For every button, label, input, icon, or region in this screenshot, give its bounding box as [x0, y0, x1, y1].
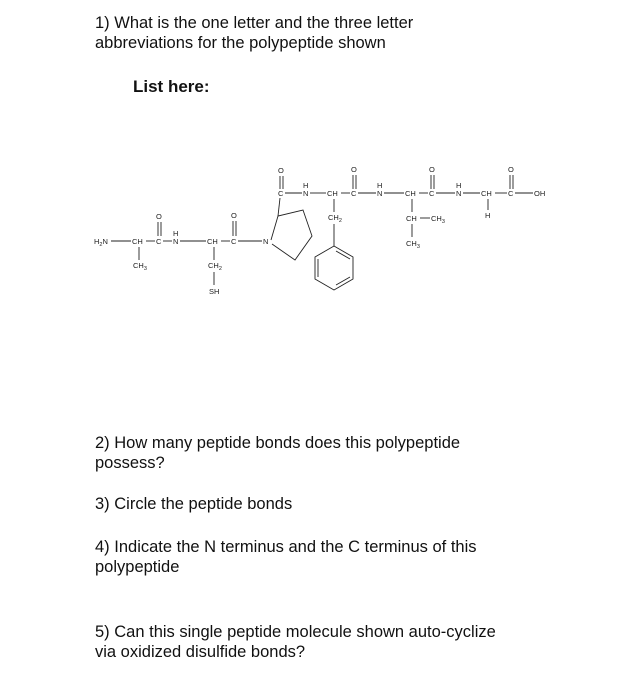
- lower-backbone: [94, 211, 268, 296]
- phe-amide-n: N: [303, 189, 309, 198]
- gly-alpha-ch: CH: [481, 189, 492, 198]
- pro-carbonyl-o: O: [278, 166, 284, 175]
- valine-side-chain: [406, 199, 445, 250]
- phe-alpha-ch: CH: [327, 189, 338, 198]
- glycine-side-chain: [485, 199, 490, 220]
- val-alpha-ch: CH: [405, 189, 416, 198]
- ala-alpha-ch: CH: [132, 237, 143, 246]
- val-carbonyl-c: C: [429, 189, 435, 198]
- gly-amide-h: H: [456, 181, 462, 190]
- phe-carbonyl-c: C: [351, 189, 357, 198]
- ala-ch3: $CH_3$: [133, 261, 147, 272]
- cys-thiol-sh: SH: [209, 287, 220, 296]
- cys-ch2: $CH_2$: [208, 261, 222, 272]
- val-carbonyl-o: O: [429, 165, 435, 174]
- phe-carbonyl-o: O: [351, 165, 357, 174]
- pro-ring-n: N: [263, 237, 269, 246]
- gly-alpha-h: H: [485, 211, 491, 220]
- question-2: 2) How many peptide bonds does this polypeptide possess?: [95, 434, 461, 472]
- val-gamma2-ch3: $CH_3$: [406, 239, 420, 250]
- ala-carbonyl-c: C: [156, 237, 162, 246]
- h2n-n-terminus: $H_2N$: [94, 237, 108, 248]
- question-5: 5) Can this single peptide molecule shown auto-cyclize via oxidized disulfide bonds?: [95, 623, 496, 661]
- gly-carbonyl-o: O: [508, 165, 514, 174]
- gly-amide-n: N: [456, 189, 462, 198]
- cys-carbonyl-o: O: [231, 211, 237, 220]
- question-4: 4) Indicate the N terminus and the C terminus of this polypeptide: [95, 538, 477, 576]
- benzene-ring: [315, 246, 353, 290]
- cys-alpha-ch: CH: [207, 237, 218, 246]
- list-here-label: List here:: [133, 77, 210, 96]
- val-beta-ch: CH: [406, 214, 417, 223]
- question-1: 1) What is the one letter and the three letter abbreviations for the polypeptide shown: [95, 14, 414, 52]
- upper-backbone: [278, 165, 545, 198]
- proline-ring: [271, 198, 312, 260]
- val-amide-n: N: [377, 189, 383, 198]
- polypeptide-structure: [0, 150, 636, 310]
- val-gamma-ch3: $CH_3$: [431, 214, 445, 225]
- val-amide-h: H: [377, 181, 383, 190]
- gly-carbonyl-c: C: [508, 189, 514, 198]
- cys-amide-n: N: [173, 237, 179, 246]
- ala-carbonyl-o: O: [156, 212, 162, 221]
- c-terminus-oh: OH: [534, 189, 546, 198]
- cys-carbonyl-c: C: [231, 237, 237, 246]
- pro-carbonyl-c: C: [278, 189, 284, 198]
- cys-amide-h: H: [173, 229, 179, 238]
- phenylalanine-side-chain: [315, 199, 353, 290]
- phe-ch2: $CH_2$: [328, 213, 342, 224]
- phe-amide-h: H: [303, 181, 309, 190]
- question-3: 3) Circle the peptide bonds: [95, 495, 293, 513]
